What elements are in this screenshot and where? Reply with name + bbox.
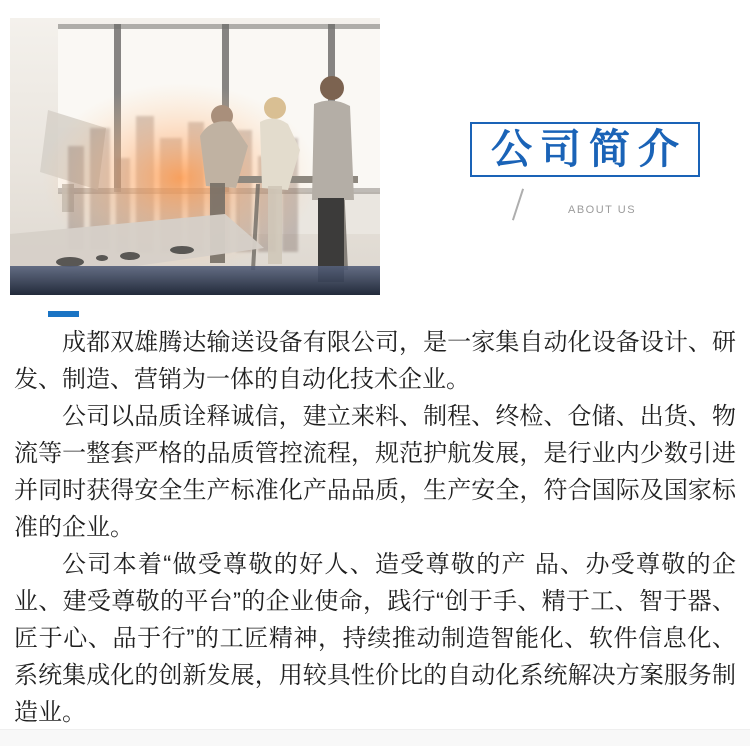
company-description bbox=[0, 324, 750, 731]
office-team-photo bbox=[10, 18, 380, 295]
about-paragraph-2: 公司以品质诠释诚信，建立来料、制程、终检、仓储、出货、物流等一整套严格的品质管控流程，规范护航发展，是行业内少数引进并同时获得安全生产标准化产品品质，生产安全，符合国际及国家标准的企业。 bbox=[14, 403, 736, 541]
section-subtitle: ABOUT US bbox=[568, 204, 637, 216]
footer-bar bbox=[0, 729, 750, 746]
office-team-photo-illustration bbox=[10, 18, 380, 295]
section-title-box bbox=[470, 122, 700, 177]
page-title: 公司简介 bbox=[491, 126, 687, 172]
blue-dash-accent bbox=[48, 311, 79, 317]
about-paragraph-1: 成都双雄腾达输送设备有限公司，是一家集自动化设备设计、研发、制造、营销为一体的自动化技术企业。 bbox=[14, 329, 736, 393]
slash-divider bbox=[512, 188, 524, 220]
about-paragraph-3: 公司本着“做受尊敬的好人、造受尊敬的产 品、办受尊敬的企业、建受尊敬的平台”的企业使命，践行“创于手、精于工、智于器、匠于心、品于行”的工匠精神，持续推动制造智能化、软件信息化、系统集成化的创新发展，用较具性价比的自动化系统解决方案服务制造业。 bbox=[14, 551, 736, 726]
